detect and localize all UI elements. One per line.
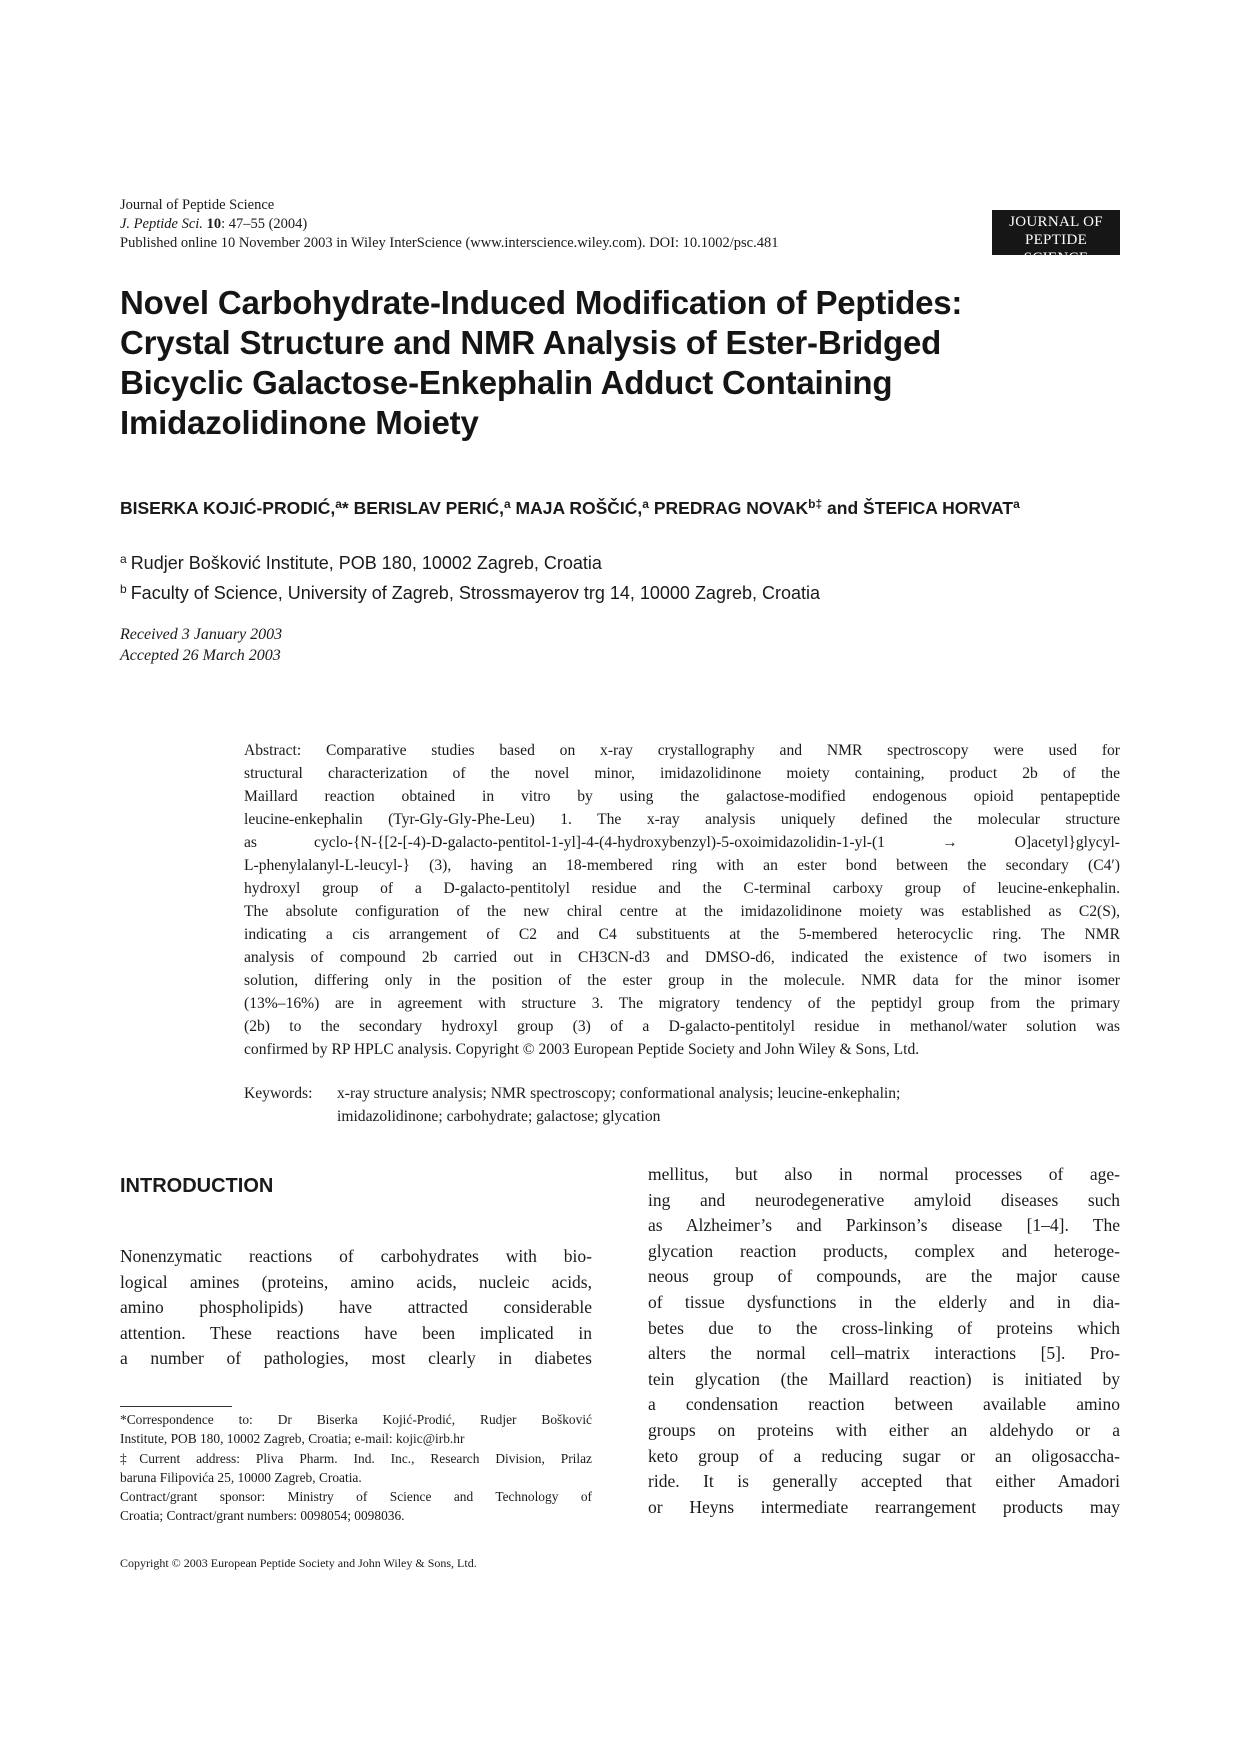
author-name: PREDRAG NOVAK <box>653 498 809 518</box>
footnote-line: ‡Current address: Pliva Pharm. Ind. Inc., Research Division, Prilaz <box>120 1450 592 1466</box>
abstract-line: solution, differing only in the position of the ester group in the molecule. NMR data for the minor isomer <box>244 972 1120 989</box>
abstract-line: as cyclo-{N-{[2-[-4)-D-galacto-pentitol-1-yl]-4-(4-hydroxybenzyl)-5-oxoimidazolidin-1-yl-(1 → O]acetyl}glycyl- <box>244 834 1120 851</box>
body-line: tein glycation (the Maillard reaction) is initiated by <box>648 1368 1120 1389</box>
body-line: alters the normal cell–matrix interactions [5]. Pro- <box>648 1343 1120 1364</box>
journal-header <box>120 196 778 253</box>
body-line: Nonenzymatic reactions of carbohydrates with bio- <box>120 1246 592 1266</box>
title-line: Novel Carbohydrate-Induced Modification of Peptides: <box>120 284 963 321</box>
journal-logo <box>992 210 1120 266</box>
right-column <box>648 1162 1120 1520</box>
body-line: logical amines (proteins, amino acids, nucleic acids, <box>120 1271 592 1292</box>
title-line: Bicyclic Galactose-Enkephalin Adduct Containing <box>120 364 893 401</box>
author-name: BERISLAV PERIĆ, <box>353 498 504 518</box>
body-line: betes due to the cross-linking of proteins which <box>648 1317 1120 1338</box>
body-line: a condensation reaction between available amino <box>648 1394 1120 1415</box>
copyright-notice: Copyright © 2003 European Peptide Society and John Wiley & Sons, Ltd. <box>120 1556 477 1570</box>
abstract-line: analysis of compound 2b carried out in CH3CN-d3 and DMSO-d6, indicated the existence of two isomers in <box>244 949 1120 966</box>
abstract-line: Abstract: Comparative studies based on x-ray crystallography and NMR spectroscopy were used for <box>244 742 1120 759</box>
body-line: of tissue dysfunctions in the elderly and in dia- <box>648 1291 1120 1312</box>
citation <box>120 215 778 234</box>
keywords-body <box>337 1082 900 1128</box>
body-line: amino phospholipids) have attracted considerable <box>120 1297 592 1318</box>
body-line: mellitus, but also in normal processes of age- <box>648 1164 1120 1184</box>
received-date: Received 3 January 2003 <box>120 626 283 643</box>
logo-line-1: JOURNAL OF <box>1009 214 1103 230</box>
author-name: ŠTEFICA HORVAT <box>863 498 1014 518</box>
corresponding-mark: * <box>341 498 349 518</box>
accepted-date: Accepted 26 March 2003 <box>120 647 281 664</box>
abstract-line: hydroxyl group of a D-galacto-pentitolyl residue and the C-terminal carboxy group of leucine-enkephalin. <box>244 880 1120 897</box>
body-line: groups on proteins with either an aldehydo or a <box>648 1419 1120 1440</box>
and-word: and <box>827 498 859 518</box>
publication-info: Published online 10 November 2003 in Wiley InterScience (www.interscience.wiley.com). DOI: 10.1002/psc.481 <box>120 235 779 251</box>
affiliation-text: Rudjer Bošković Institute, POB 180, 10002 Zagreb, Croatia <box>130 553 602 573</box>
body-line: keto group of a reducing sugar or an oligosaccha- <box>648 1445 1120 1466</box>
citation-volume: 10 <box>206 216 222 232</box>
abstract-line: Maillard reaction obtained in vitro by using the galactose-modified endogenous opioid pentapeptide <box>244 788 1120 805</box>
abstract-line: structural characterization of the novel minor, imidazolidinone moiety containing, product 2b of the <box>244 765 1120 782</box>
author-name: MAJA ROŠČIĆ, <box>515 498 643 518</box>
left-column <box>120 1244 592 1372</box>
author-list <box>120 497 1020 519</box>
keywords-line: x-ray structure analysis; NMR spectroscopy; conformational analysis; leucine-enkephalin; <box>337 1085 901 1102</box>
footnote-line: *Correspondence to: Dr Biserka Kojić-Prodić, Rudjer Bošković <box>120 1412 592 1427</box>
abstract-line: The absolute configuration of the new chiral centre at the imidazolidinone moiety was established as C2(S), <box>244 903 1120 920</box>
body-line: as Alzheimer’s and Parkinson’s disease [1–4]. The <box>648 1215 1120 1236</box>
affiliations <box>120 546 820 606</box>
abstract <box>244 739 1120 1061</box>
body-line: ride. It is generally accepted that either Amadori <box>648 1471 1120 1492</box>
abstract-line: indicating a cis arrangement of C2 and C4 substituents at the 5-membered heterocyclic ring. The NMR <box>244 926 1120 943</box>
author-name: BISERKA KOJIĆ-PRODIĆ, <box>120 498 336 518</box>
body-line: a number of pathologies, most clearly in diabetes <box>120 1348 592 1369</box>
affiliation-mark: a <box>1013 497 1020 511</box>
footnote-line: Croatia; Contract/grant numbers: 0098054; 0098036. <box>120 1508 405 1524</box>
abstract-line: leucine-enkephalin (Tyr-Gly-Gly-Phe-Leu) 1. The x-ray analysis uniquely defined the molecular structure <box>244 811 1120 828</box>
title-line: Imidazolidinone Moiety <box>120 404 479 441</box>
logo-line-2: PEPTIDE SCIENCE <box>1023 232 1089 266</box>
journal-name: Journal of Peptide Science <box>120 197 275 213</box>
footnote-divider <box>120 1406 232 1407</box>
body-line: attention. These reactions have been implicated in <box>120 1322 592 1343</box>
paper-title <box>120 283 1120 443</box>
dates <box>120 624 282 666</box>
affiliation-mark: a <box>642 497 649 511</box>
affiliation-mark: b‡ <box>808 497 823 511</box>
section-heading: INTRODUCTION <box>120 1175 274 1197</box>
affiliation-text: Faculty of Science, University of Zagreb, Strossmayerov trg 14, 10000 Zagreb, Croatia <box>130 583 820 603</box>
body-line: neous group of compounds, are the major cause <box>648 1266 1120 1287</box>
title-line: Crystal Structure and NMR Analysis of Ester-Bridged <box>120 324 942 361</box>
keywords-line: imidazolidinone; carbohydrate; galactose; glycation <box>337 1108 661 1125</box>
body-line: glycation reaction products, complex and heteroge- <box>648 1240 1120 1261</box>
affiliation-mark: a <box>120 552 127 566</box>
footnote-line: baruna Filipovića 25, 10000 Zagreb, Croatia. <box>120 1469 362 1485</box>
citation-pages: : 47–55 (2004) <box>221 216 308 232</box>
affiliation-mark: b <box>120 582 127 596</box>
abstract-line: L-phenylalanyl-L-leucyl-} (3), having an 18-membered ring with an ester bond between the secondary (C4′) <box>244 857 1120 874</box>
body-line: or Heyns intermediate rearrangement products may <box>648 1496 1120 1517</box>
affiliation-mark: a <box>335 497 342 511</box>
footnote-line: Institute, POB 180, 10002 Zagreb, Croatia; e-mail: kojic@irb.hr <box>120 1431 465 1447</box>
footnotes <box>120 1410 592 1526</box>
abstract-line: confirmed by RP HPLC analysis. Copyright © 2003 European Peptide Society and John Wiley & Sons, Ltd. <box>244 1041 920 1058</box>
affiliation <box>120 546 820 576</box>
citation-abbrev: J. Peptide Sci. <box>120 216 203 232</box>
abstract-line: (2b) to the secondary hydroxyl group (3) of a D-galacto-pentitolyl residue in methanol/water solution was <box>244 1018 1120 1035</box>
footnote-line: Contract/grant sponsor: Ministry of Science and Technology of <box>120 1489 592 1505</box>
body-line: ing and neurodegenerative amyloid diseases such <box>648 1189 1120 1210</box>
abstract-line: (13%–16%) are in agreement with structure 3. The migratory tendency of the peptidyl group from the primary <box>244 995 1120 1012</box>
affiliation <box>120 576 820 606</box>
keywords-label: Keywords: <box>244 1085 313 1102</box>
affiliation-mark: a <box>503 497 511 511</box>
